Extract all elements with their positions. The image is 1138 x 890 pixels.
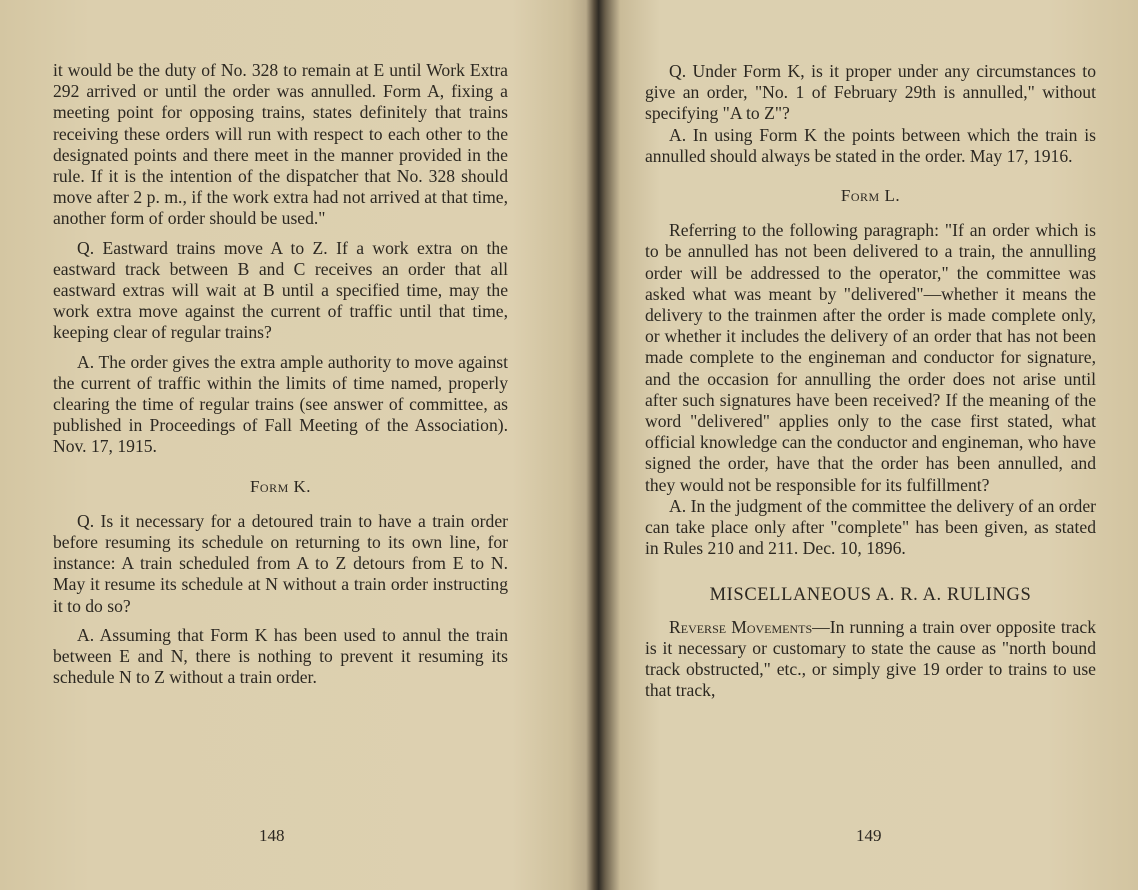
paragraph: A. Assuming that Form K has been used to annul the train between E and N, there is nothing to prevent it resuming its schedule N to Z without a train order. [53, 624, 508, 688]
paragraph: A. In using Form K the points between which the train is annulled should always be stated in the order. May 17, 1916. [645, 124, 1096, 166]
right-page [598, 0, 1138, 890]
page-number: 148 [259, 826, 285, 845]
paragraph [645, 617, 1096, 702]
paragraph: Q. Under Form K, is it proper under any circumstances to give an order, "No. 1 of February 29th is annulled," without specifying "A to Z"? [645, 61, 1096, 124]
paragraph: Q. Is it necessary for a detoured train to have a train order before resuming its schedule on returning to its own line, for instance: A train scheduled from A to Z detours from E to N. May it resume its schedule at N without a train order instructing it to do so? [53, 510, 508, 616]
section-title: MISCELLANEOUS A. R. A. RULINGS [709, 585, 1032, 606]
paragraph: it would be the duty of No. 328 to remain at E until Work Extra 292 arrived or until the order was annulled. Form A, fixing a meeting point for opposing trains, states definitely that trains receiving these orders will run with respect to each other to the designated points and there meet in the manner provided in the rule. If it is the intention of the dispatcher that No. 328 should move after 2 p. m., if the work extra had not arrived at that time, another form of order should be used." [53, 60, 508, 229]
paragraph: A. The order gives the extra ample authority to move against the current of traffic within the limits of time named, properly clearing the time of regular trains (see answer of committee, as published in Proceedings of Fall Meeting of the Association). Nov. 17, 1915. [53, 351, 508, 457]
section-heading: Form K. [249, 476, 312, 496]
paragraph: A. In the judgment of the committee the delivery of an order can take place only after "complete" has been given, as stated in Rules 210 and 211. Dec. 10, 1896. [645, 495, 1096, 559]
paragraph-body: —In running a train over opposite track is it necessary or customary to state the cause as "north bound track obstructed," etc., or simply give 19 order to trains to use that track, [645, 616, 1096, 701]
paragraph: Referring to the following paragraph: "If an order which is to be annulled has not been delivered to a train, the annulling order will be addressed to the operator," the committee was asked what was meant by "delivered"—whether it means the delivery to the trainmen after the order is made complete only, or whether it includes the delivery of an order that has not been made complete to the engineman and conductor for signature, and the occasion for annulling the order does not arise until after such signatures have been received? If the meaning of the word "delivered" applies only to the case first stated, what official knowledge can the conductor and engineman, who have signed the order, have that the order has been annulled, and they would not be responsible for its fulfillment? [645, 220, 1096, 495]
section-heading: Form L. [840, 186, 901, 206]
paragraph: Q. Eastward trains move A to Z. If a work extra on the eastward track between B and C receives an order that all eastward extras will wait at B until a specified time, may the work extra move against the current of traffic until that time, keeping clear of regular trains? [53, 237, 508, 343]
left-page-text [53, 60, 508, 688]
run-in-heading: Reverse Movements [669, 616, 813, 637]
page-number: 149 [856, 826, 882, 845]
right-page-text [645, 61, 1096, 701]
